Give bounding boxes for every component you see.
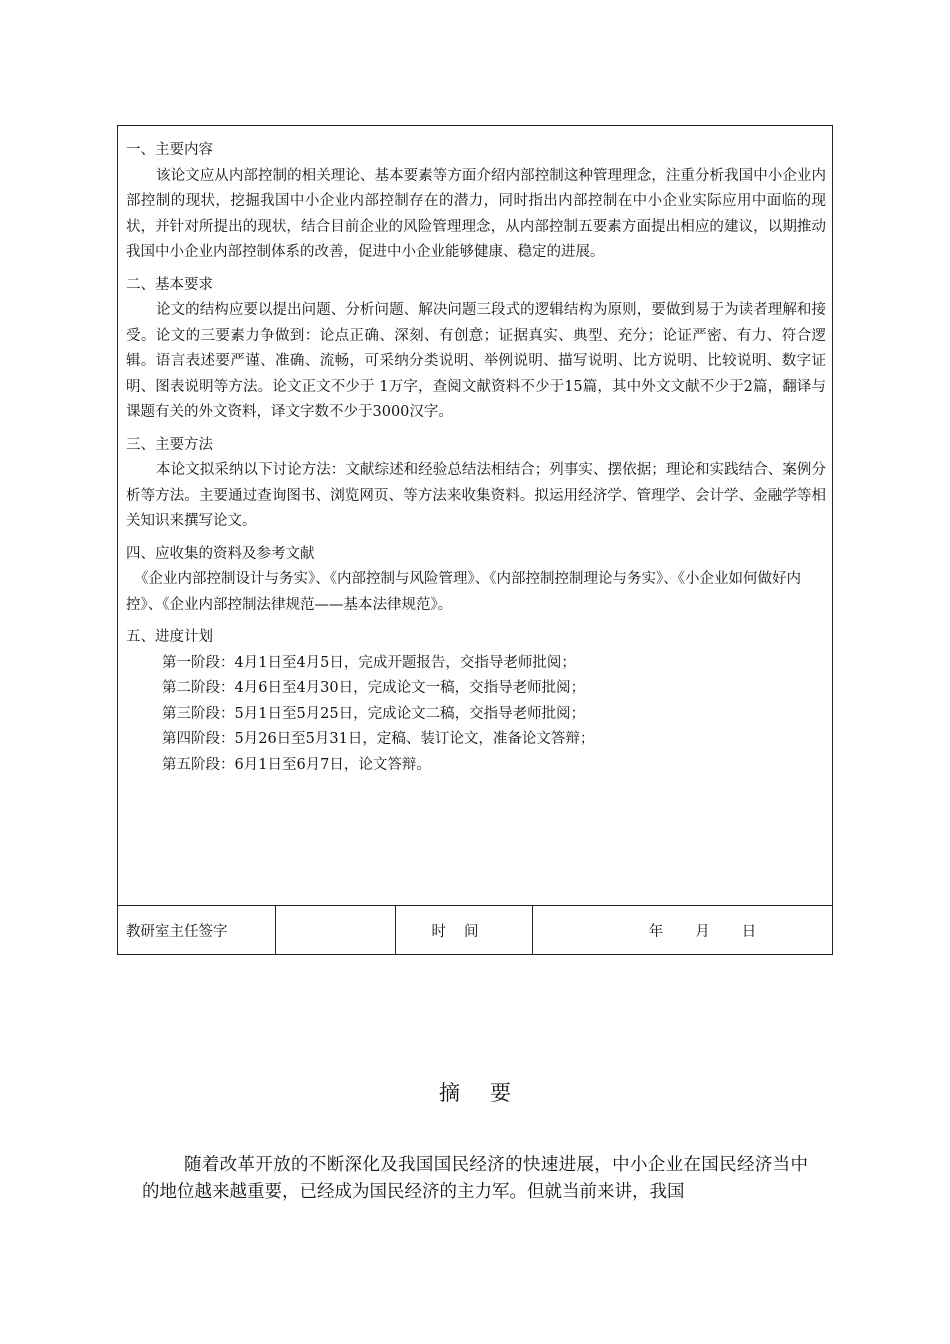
time-label: 时间 — [431, 923, 497, 940]
section-basic-requirements — [126, 273, 826, 426]
time-label-cell — [396, 906, 533, 954]
section-title: 四、应收集的资料及参考文献 — [126, 545, 315, 562]
section-title: 三、主要方法 — [126, 436, 213, 453]
schedule-item: 第四阶段：5月26日至5月31日，定稿、装订论文，准备论文答辩； — [162, 731, 595, 747]
schedule-item: 第五阶段：6月1日至6月7日，论文答辩。 — [162, 756, 431, 773]
month-label: 月 — [695, 923, 710, 940]
signature-field[interactable] — [276, 906, 396, 954]
section-body: 本论文拟采纳以下讨论方法：文献综述和经验总结法相结合；列事实、摆依据；理论和实践结合、案例分析等方法。主要通过查询图书、浏览网页、等方法来收集资料。拟运用经济学、管理学、会计学、金融学等相关知识来撰写论文。 — [126, 462, 826, 529]
proposal-form — [117, 125, 833, 955]
signature-label-cell — [118, 906, 276, 954]
year-label: 年 — [648, 923, 664, 940]
section-title: 五、进度计划 — [126, 629, 213, 645]
section-schedule — [126, 625, 826, 778]
section-title: 二、基本要求 — [126, 276, 213, 293]
section-body: 论文的结构应要以提出问题、分析问题、解决问题三段式的逻辑结构为原则，要做到易于为读者理解和接受。论文的三要素力争做到：论点正确、深刻、有创意；证据真实、典型、充分；论证严密、有力、符合逻辑。语言表述要严谨、准确、流畅，可采纳分类说明、举例说明、描写说明、比方说明、比较说明、数字证明、图表说明等方法。论文正文不少于 1万字，查阅文献资料不少于15篇，其中外文文献不少于2篇，翻译与课题有关的外文资料，译文字数不少于3000汉字。 — [126, 302, 826, 420]
section-references — [126, 542, 826, 619]
references-list: 《企业内部控制设计与务实》、《内部控制与风险管理》、《内部控制控制理论与务实》、《小企业如何做好内控》、《企业内部控制法律规范——基本法律规范》。 — [126, 571, 801, 613]
date-field[interactable] — [533, 906, 832, 954]
signature-row — [118, 905, 832, 954]
section-main-methods — [126, 433, 826, 535]
abstract-title: 摘要 — [439, 1081, 541, 1105]
section-main-content — [126, 138, 826, 266]
section-title: 一、主要内容 — [126, 142, 213, 158]
signature-label: 教研室主任签字 — [126, 923, 228, 940]
schedule-item: 第三阶段：5月1日至5月25日，完成论文二稿，交指导老师批阅； — [162, 705, 586, 722]
abstract-body: 随着改革开放的不断深化及我国国民经济的快速进展，中小企业在国民经济当中的地位越来越重要，已经成为国民经济的主力军。但就当前来讲，我国 — [142, 1155, 808, 1202]
form-content — [126, 138, 826, 785]
day-label: 日 — [741, 923, 757, 940]
schedule-item: 第一阶段：4月1日至4月5日，完成开题报告，交指导老师批阅； — [162, 654, 576, 671]
section-body: 该论文应从内部控制的相关理论、基本要素等方面介绍内部控制这种管理理念，注重分析我国中小企业内部控制的现状，挖掘我国中小企业内部控制存在的潜力，同时指出内部控制在中小企业实际应用中面临的现状，并针对所提出的现状，结合目前企业的风险管理理念，从内部控制五要素方面提出相应的建议，以期推动我国中小企业内部控制体系的改善，促进中小企业能够健康、稳定的进展。 — [126, 167, 826, 260]
schedule-item: 第二阶段：4月6日至4月30日，完成论文一稿，交指导老师批阅； — [162, 680, 586, 696]
